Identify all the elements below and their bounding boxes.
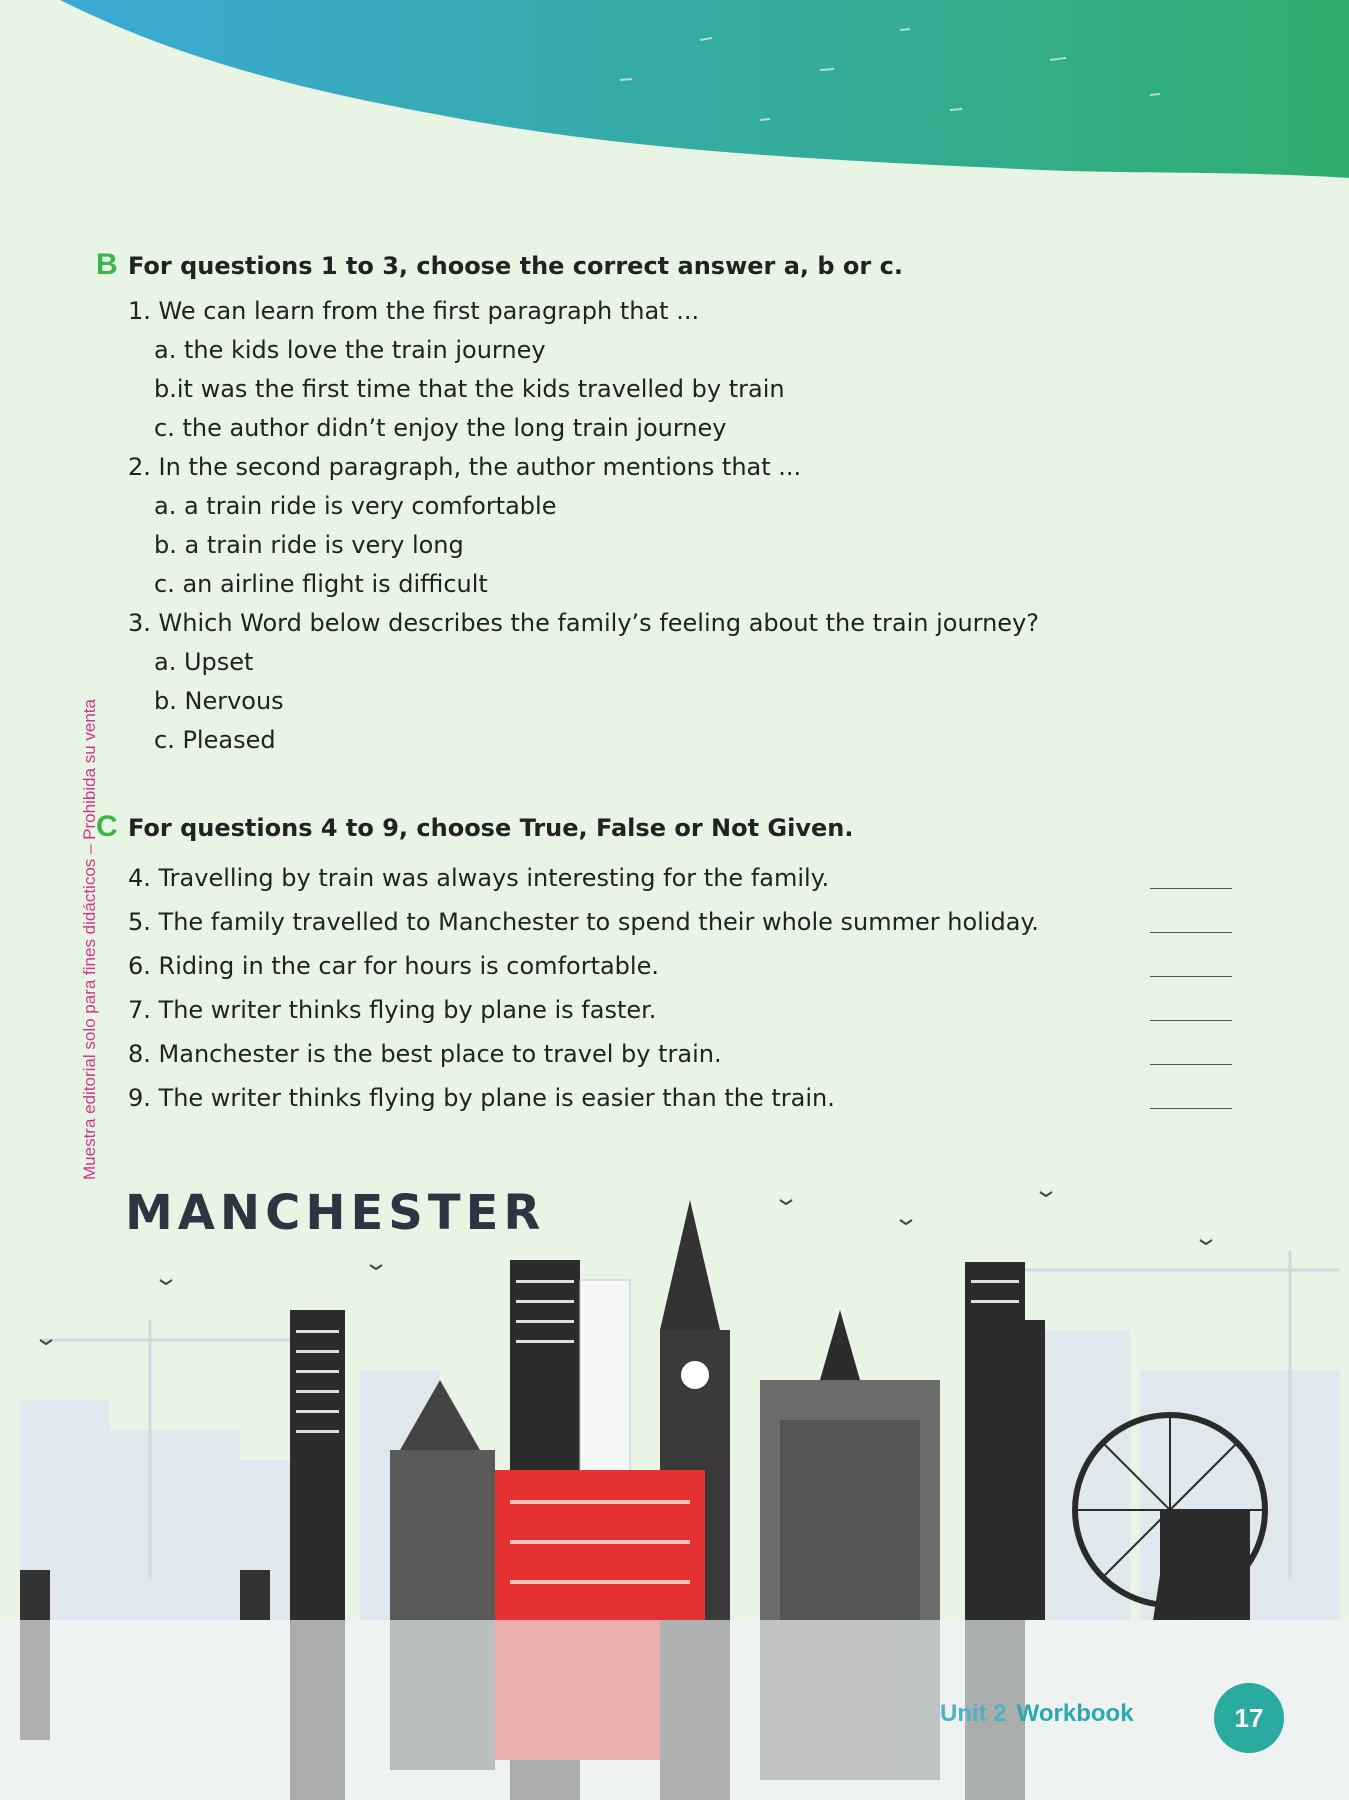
statement-text: 8. Manchester is the best place to travel by train. xyxy=(128,1040,722,1068)
section-letter-c: C xyxy=(96,810,118,843)
unit-label: Unit 2 xyxy=(940,1700,1007,1727)
answer-option: a. the kids love the train journey xyxy=(154,336,546,364)
water-reflection xyxy=(0,1620,1349,1800)
answer-blank[interactable] xyxy=(1150,1020,1232,1021)
answer-blank[interactable] xyxy=(1150,976,1232,977)
question-stem: 3. Which Word below describes the family’s feeling about the train journey? xyxy=(128,609,1040,637)
answer-option: c. the author didn’t enjoy the long train journey xyxy=(154,414,727,442)
statement-text: 6. Riding in the car for hours is comfortable. xyxy=(128,952,659,980)
answer-option: b. Nervous xyxy=(154,687,284,715)
page-number-badge: 17 xyxy=(1214,1683,1284,1753)
question-stem: 1. We can learn from the first paragraph that ... xyxy=(128,297,700,325)
section-letter-b: B xyxy=(96,248,118,281)
section-c-instruction: For questions 4 to 9, choose True, False or Not Given. xyxy=(128,814,854,842)
statement-text: 5. The family travelled to Manchester to spend their whole summer holiday. xyxy=(128,908,1039,936)
statement-list xyxy=(128,856,1232,1120)
statement-text: 4. Travelling by train was always interesting for the family. xyxy=(128,864,830,892)
statement-text: 7. The writer thinks flying by plane is faster. xyxy=(128,996,657,1024)
question-stem: 2. In the second paragraph, the author mentions that ... xyxy=(128,453,802,481)
answer-blank[interactable] xyxy=(1150,932,1232,933)
statement-row xyxy=(128,856,1232,900)
question-list xyxy=(128,292,1039,760)
answer-option: c. an airline flight is difficult xyxy=(154,570,488,598)
statement-row xyxy=(128,1076,1232,1120)
answer-blank[interactable] xyxy=(1150,888,1232,889)
statement-row xyxy=(128,944,1232,988)
statement-text: 9. The writer thinks flying by plane is easier than the train. xyxy=(128,1084,835,1112)
statement-row xyxy=(128,988,1232,1032)
answer-blank[interactable] xyxy=(1150,1064,1232,1065)
city-title: MANCHESTER xyxy=(125,1185,546,1241)
header-banner xyxy=(0,0,1349,190)
answer-option: c. Pleased xyxy=(154,726,276,754)
answer-option: a. a train ride is very comfortable xyxy=(154,492,557,520)
answer-option: a. Upset xyxy=(154,648,254,676)
answer-option: b. a train ride is very long xyxy=(154,531,464,559)
side-watermark: Muestra editorial solo para fines didácticos – Prohibida su venta xyxy=(80,699,99,1180)
statement-row xyxy=(128,900,1232,944)
footer-unit-label xyxy=(940,1700,1134,1728)
answer-blank[interactable] xyxy=(1150,1108,1232,1109)
statement-row xyxy=(128,1032,1232,1076)
section-b-instruction: For questions 1 to 3, choose the correct answer a, b or c. xyxy=(128,252,903,280)
workbook-label: Workbook xyxy=(1016,1700,1134,1727)
answer-option: b.it was the first time that the kids travelled by train xyxy=(154,375,785,403)
